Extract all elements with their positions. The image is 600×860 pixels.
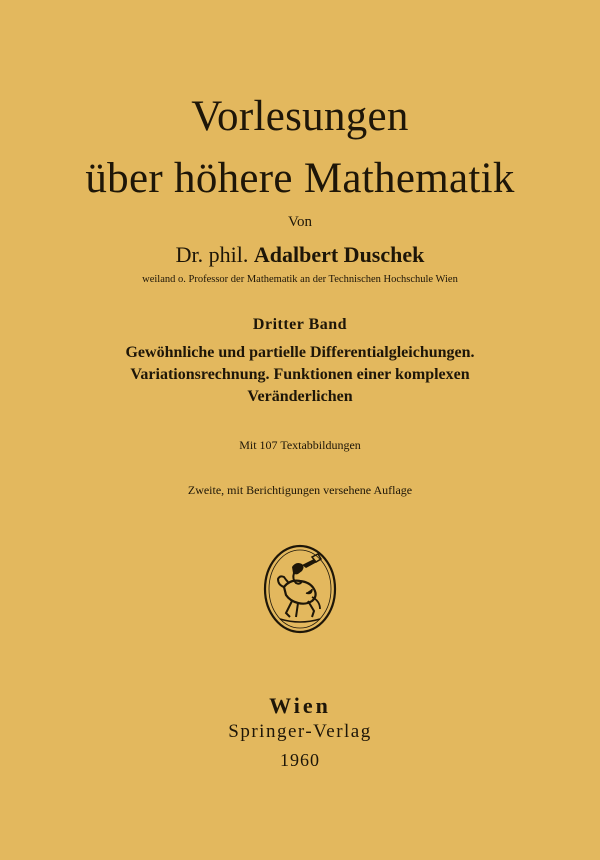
edition-note: Zweite, mit Berichtigungen versehene Auflage	[187, 483, 413, 497]
publisher-city: Wien	[269, 693, 331, 718]
title-line-1: Vorlesungen	[191, 93, 409, 140]
subtitle-line-2: Variationsrechnung. Funktionen einer komplexen	[130, 366, 470, 383]
author-affiliation: weiland o. Professor der Mathematik an der Technischen Hochschule Wien	[142, 274, 458, 285]
subtitle-line-3: Veränderlichen	[247, 388, 353, 405]
by-label: Von	[288, 214, 312, 230]
author-prefix: Dr. phil.	[175, 242, 249, 267]
author-name: Adalbert Duschek	[253, 242, 425, 267]
author	[0, 242, 600, 268]
title-line-2: über höhere Mathematik	[85, 155, 515, 202]
subtitle-line-1: Gewöhnliche und partielle Differentialgleichungen.	[125, 344, 475, 361]
subtitle	[0, 342, 600, 408]
publisher-name: Springer-Verlag	[228, 721, 372, 742]
figures-note: Mit 107 Textabbildungen	[239, 438, 361, 452]
publication-year: 1960	[280, 750, 320, 770]
springer-horseman-emblem-icon	[262, 543, 338, 635]
volume-label: Dritter Band	[252, 316, 348, 333]
